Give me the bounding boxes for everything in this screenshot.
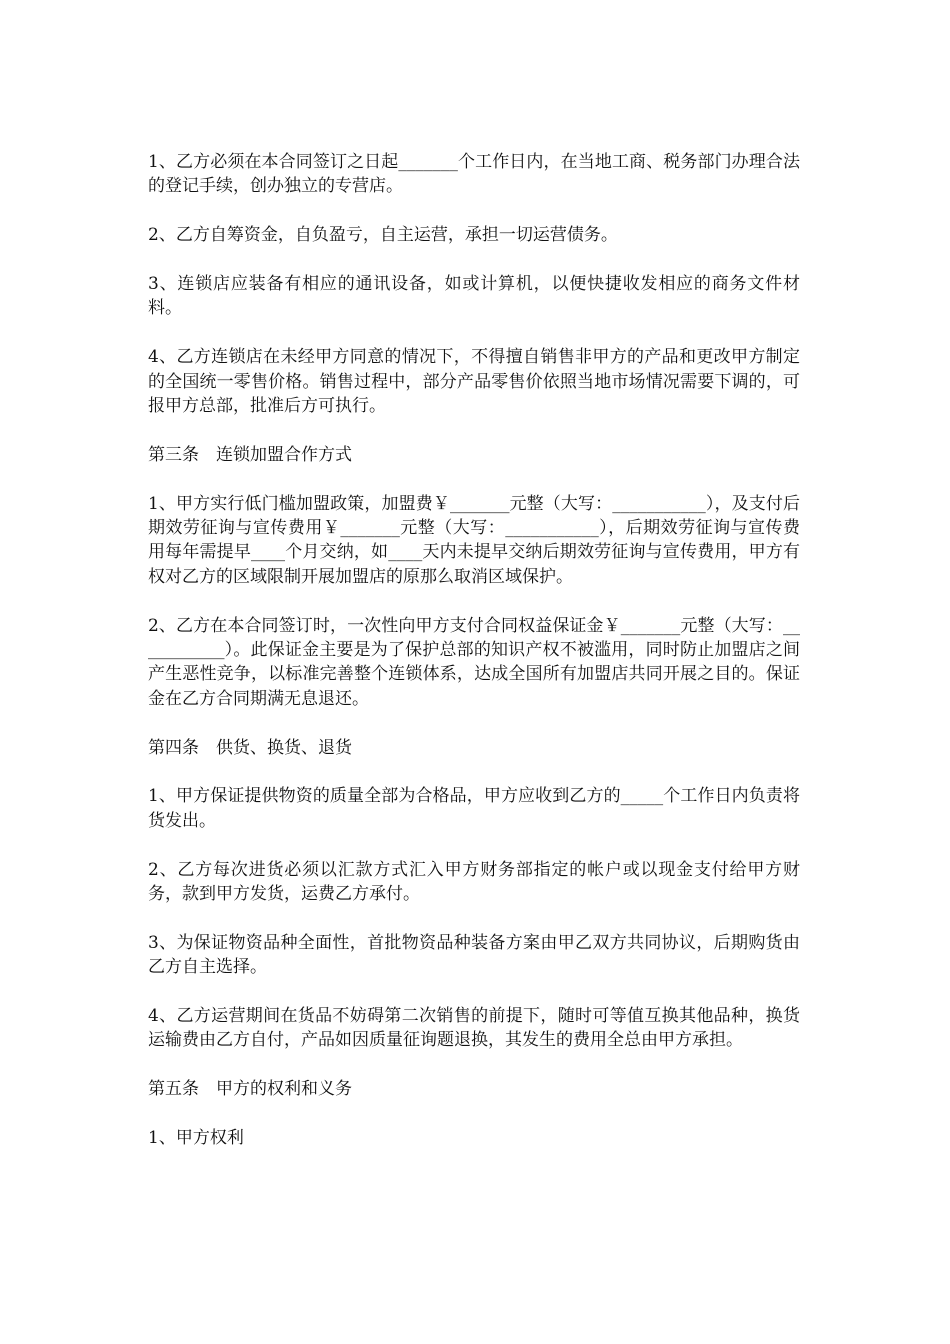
- article-5-paragraph-1: 1、甲方权利: [148, 1128, 244, 1149]
- clause-paragraph-1: 1、乙方必须在本合同签订之日起_______个工作日内，在当地工商、税务部门办理合法的登记手续，创办独立的专营店。: [148, 152, 800, 197]
- article-5-heading: 第五条 甲方的权利和义务: [148, 1079, 352, 1100]
- document-body: [148, 150, 800, 1175]
- clause-paragraph-2: 2、乙方自筹资金，自负盈亏，自主运营，承担一切运营债务。: [148, 225, 618, 246]
- article-3-heading: 第三条 连锁加盟合作方式: [148, 444, 352, 465]
- clause-paragraph-3: 3、连锁店应装备有相应的通讯设备，如或计算机，以便快捷收发相应的商务文件材料。: [148, 274, 800, 319]
- article-4-paragraph-3: 3、为保证物资品种全面性，首批物资品种装备方案由甲乙双方共同协议，后期购货由乙方自主选择。: [148, 932, 800, 978]
- article-3-paragraph-1: 1、甲方实行低门槛加盟政策，加盟费￥_______元整（大写：___________），及支付后期效劳征询与宣传费用￥_______元整（大写：___________），后期效劳征询与宣传费用每年需提早____个月交纳，如____天内未提早交纳后期效劳征询与宣传费用，甲方有权对乙方的区域限制开展加盟店的原那么取消区域保护。: [148, 493, 800, 587]
- article-4-paragraph-2: 2、乙方每次进货必须以汇款方式汇入甲方财务部指定的帐户或以现金支付给甲方财务，款到甲方发货，运费乙方承付。: [148, 859, 800, 905]
- article-4-paragraph-4: 4、乙方运营期间在货品不妨碍第二次销售的前提下，随时可等值互换其他品种，换货运输费由乙方自付，产品如因质量征询题退换，其发生的费用全总由甲方承担。: [148, 1006, 800, 1051]
- article-3-paragraph-2: 2、乙方在本合同签订时，一次性向甲方支付合同权益保证金￥_______元整（大写：___________）。此保证金主要是为了保护总部的知识产权不被滥用，同时防止加盟店之间产生恶性竞争，以标准完善整个连锁体系，达成全国所有加盟店共同开展之目的。保证金在乙方合同期满无息退还。: [148, 615, 800, 709]
- article-4-paragraph-1: 1、甲方保证提供物资的质量全部为合格品，甲方应收到乙方的_____个工作日内负责将货发出。: [148, 786, 800, 831]
- clause-paragraph-4: 4、乙方连锁店在未经甲方同意的情况下，不得擅自销售非甲方的产品和更改甲方制定的全国统一零售价格。销售过程中，部分产品零售价依照当地市场情况需要下调的，可报甲方总部，批准后方可执行。: [148, 347, 800, 417]
- article-4-heading: 第四条 供货、换货、退货: [148, 737, 352, 758]
